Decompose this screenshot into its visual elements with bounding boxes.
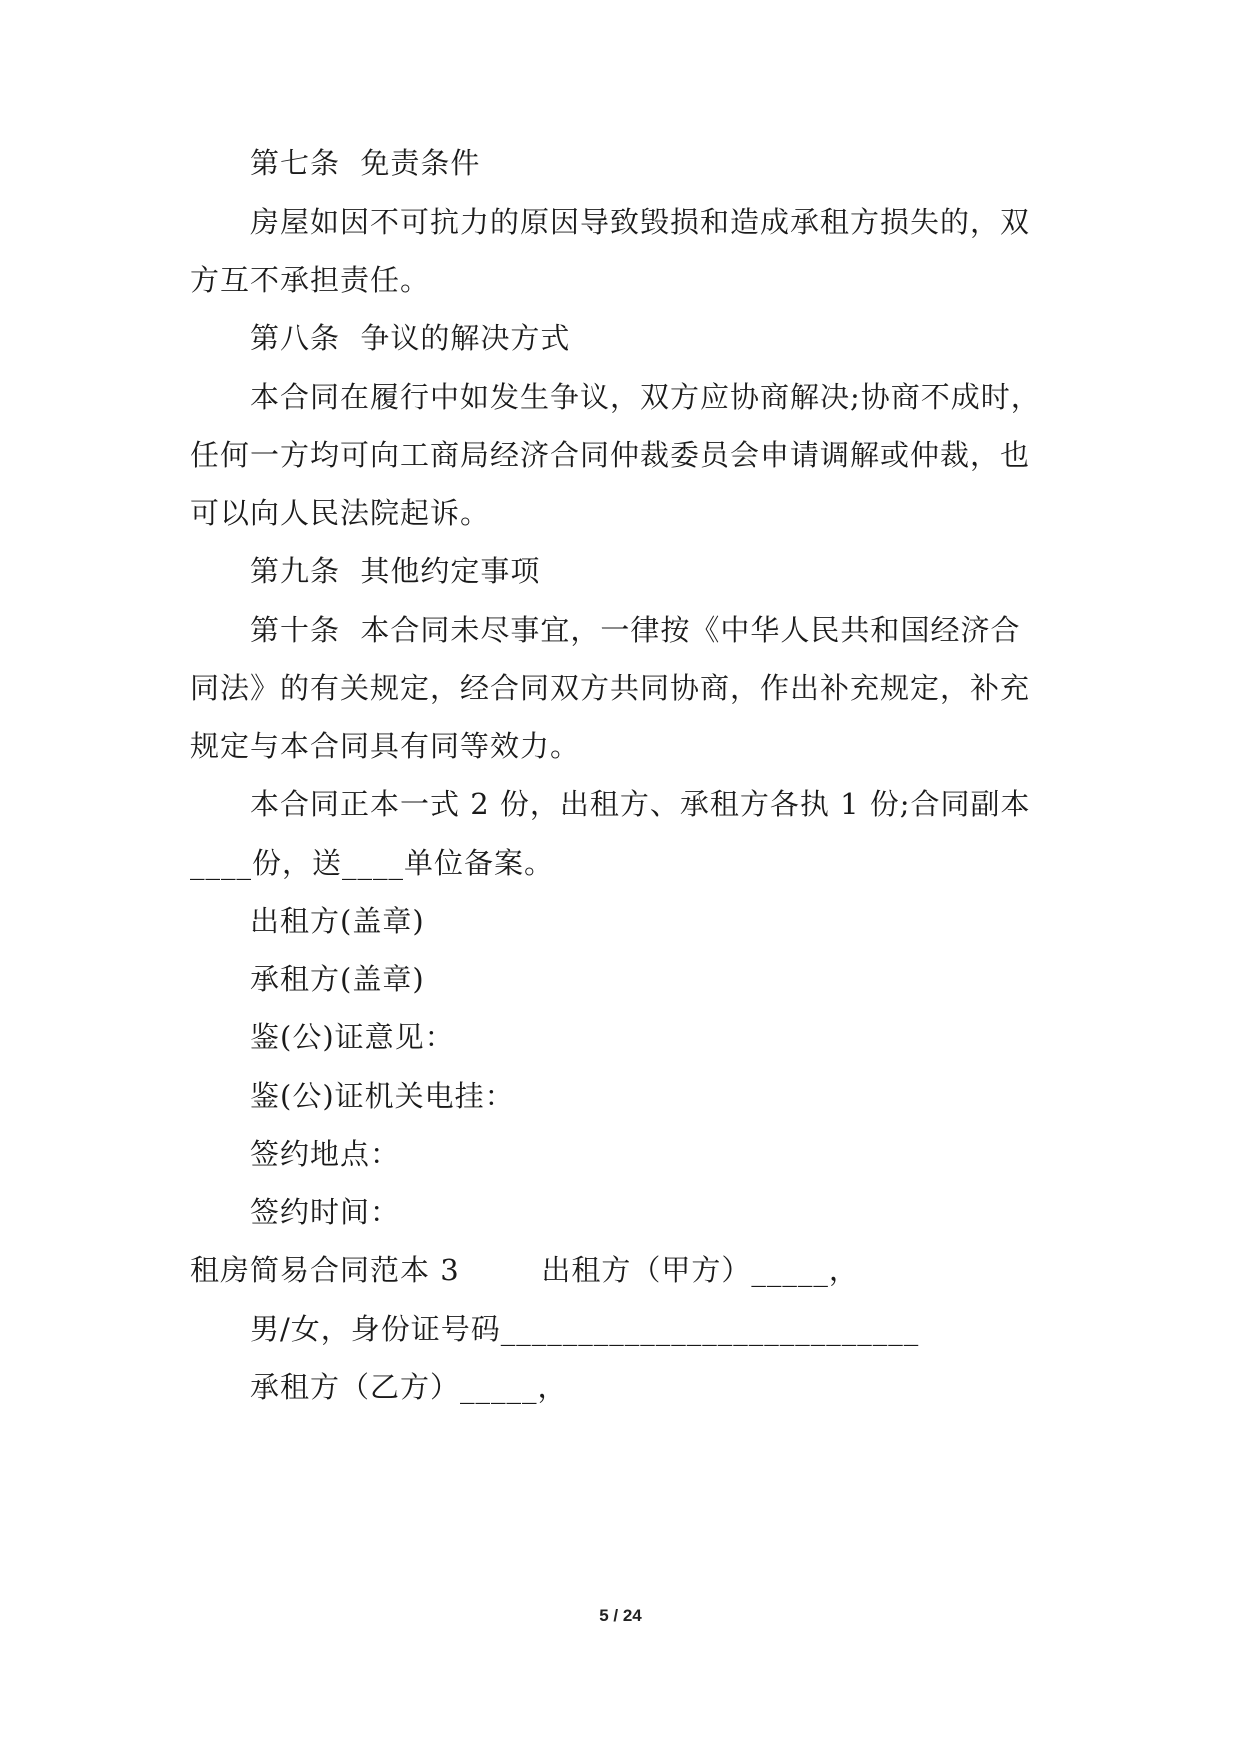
article-8-heading: 第八条 争议的解决方式 [250, 321, 571, 355]
article-10-text-line-3: 规定与本合同具有同等效力。 [190, 729, 581, 763]
notary-opinion-label: 鉴(公)证意见： [250, 1020, 455, 1054]
page-number: 5 / 24 [599, 1606, 642, 1625]
notary-office-label: 鉴(公)证机关电挂： [250, 1079, 515, 1113]
signing-time-label: 签约时间： [250, 1195, 401, 1229]
article-7-heading: 第七条 免责条件 [250, 146, 481, 180]
article-8-text-line-1: 本合同在履行中如发生争议，双方应协商解决;协商不成时， [250, 380, 1041, 414]
article-7-text-line-1: 房屋如因不可抗力的原因导致毁损和造成承租方损失的，双 [250, 205, 1031, 239]
article-10-text-line-2: 同法》的有关规定，经合同双方共同协商，作出补充规定，补充 [190, 671, 1031, 705]
copies-text-line-1: 本合同正本一式 2 份，出租方、承租方各执 1 份;合同副本 [250, 787, 1031, 821]
article-8-text-line-2: 任何一方均可向工商局经济合同仲裁委员会申请调解或仲裁，也 [190, 438, 1031, 472]
gender-id-line: 男/女，身份证号码___________________________ [250, 1312, 920, 1346]
article-10-text-line-1: 第十条 本合同未尽事宜，一律按《中华人民共和国经济合 [250, 613, 1021, 647]
article-7-text-line-2: 方互不承担责任。 [190, 263, 431, 297]
copies-text-line-2: ____份，送____单位备案。 [190, 846, 555, 880]
template-3-heading-line: 租房简易合同范本 3 出租方（甲方）_____， [190, 1253, 859, 1287]
article-9-heading: 第九条 其他约定事项 [250, 554, 541, 588]
lessor-seal-label: 出租方(盖章) [250, 904, 425, 938]
lessee-party-line: 承租方（乙方）_____， [250, 1370, 568, 1404]
article-8-text-line-3: 可以向人民法院起诉。 [190, 496, 491, 530]
signing-place-label: 签约地点： [250, 1137, 401, 1171]
lessee-seal-label: 承租方(盖章) [250, 962, 425, 996]
